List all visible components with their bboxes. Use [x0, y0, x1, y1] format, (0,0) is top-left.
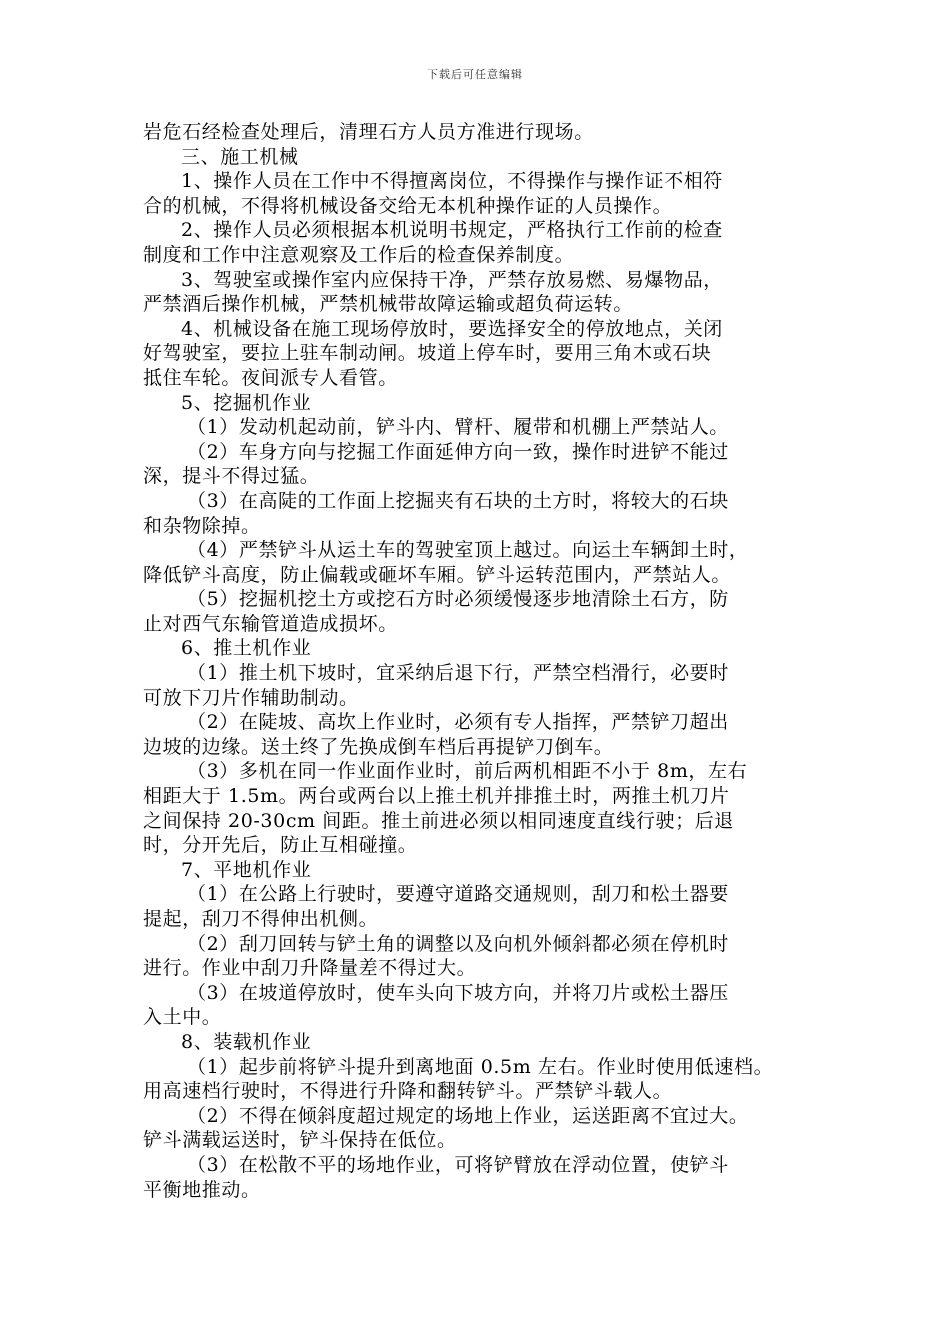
text-line: 铲斗满载运送时，铲斗保持在低位。: [143, 1129, 457, 1152]
text-line: （4）严禁铲斗从运土车的驾驶室顶上越过。向运土车辆卸土时，: [187, 539, 749, 562]
text-line: 深，提斗不得过猛。: [143, 465, 320, 488]
text-line: 平衡地推动。: [143, 1178, 261, 1201]
text-line: （2）在陡坡、高坎上作业时，必须有专人指挥，严禁铲刀超出: [187, 711, 729, 734]
text-line: 6、推土机作业: [181, 637, 312, 660]
text-line: 1、操作人员在工作中不得擅离岗位，不得操作与操作证不相符: [181, 170, 723, 193]
page-header: 下载后可任意编辑: [427, 68, 523, 81]
text-line: 3、驾驶室或操作室内应保持干净，严禁存放易燃、易爆物品，: [181, 268, 723, 291]
text-line: 用高速档行驶时，不得进行升降和翻转铲斗。严禁铲斗载人。: [143, 1080, 673, 1103]
text-line: 时，分开先后，防止互相碰撞。: [143, 834, 418, 857]
text-line: 2、操作人员必须根据本机说明书规定，严格执行工作前的检查: [181, 219, 723, 242]
document-body: [143, 120, 810, 1202]
text-line: （2）不得在倾斜度超过规定的场地上作业，运送距离不宜过大。: [187, 1104, 749, 1127]
text-line: （1）在公路上行驶时，要遵守道路交通规则，刮刀和松土器要: [187, 883, 729, 906]
text-line: （2）刮刀回转与铲土角的调整以及向机外倾斜都必须在停机时: [187, 932, 729, 955]
text-line: 岩危石经检查处理后，清理石方人员方准进行现场。: [143, 121, 594, 143]
text-line: 三、施工机械: [181, 145, 299, 168]
text-line: 边坡的边缘。送土终了先换成倒车档后再提铲刀倒车。: [143, 735, 614, 758]
text-line: （3）在松散不平的场地作业，可将铲臂放在浮动位置，使铲斗: [187, 1153, 729, 1176]
text-line: 4、机械设备在施工现场停放时，要选择安全的停放地点，关闭: [181, 317, 723, 340]
text-line: （2）车身方向与挖掘工作面延伸方向一致，操作时进铲不能过: [187, 440, 729, 463]
text-line: 8、装载机作业: [181, 1030, 312, 1053]
text-line: 止对西气东输管道造成损坏。: [143, 612, 398, 635]
text-line: 合的机械，不得将机械设备交给无本机种操作证的人员操作。: [143, 194, 673, 217]
text-line: 严禁酒后操作机械，严禁机械带故障运输或超负荷运转。: [143, 293, 634, 316]
text-line: 5、挖掘机作业: [181, 391, 312, 414]
text-line: （3）在高陡的工作面上挖掘夹有石块的土方时，将较大的石块: [187, 489, 729, 512]
text-line: （3）在坡道停放时，使车头向下坡方向，并将刀片或松土器压: [187, 981, 729, 1004]
text-line: 和杂物除掉。: [143, 514, 261, 537]
text-line: 制度和工作中注意观察及工作后的检查保养制度。: [143, 243, 575, 266]
text-line: （1）发动机起动前，铲斗内、臂杆、履带和机棚上严禁站人。: [187, 416, 729, 439]
text-line: 之间保持 20-30cm 间距。推土前进必须以相同速度直线行驶；后退: [143, 809, 734, 832]
text-line: 入土中。: [143, 1006, 222, 1029]
text-line: 7、平地机作业: [181, 858, 312, 881]
text-line: 相距大于 1.5m。两台或两台以上推土机并排推土时，两推土机刀片: [143, 785, 730, 808]
text-line: 可放下刀片作辅助制动。: [143, 686, 359, 709]
text-line: （1）推土机下坡时，宜采纳后退下行，严禁空档滑行，必要时: [187, 662, 729, 685]
text-line: 降低铲斗高度，防止偏载或砸坏车厢。铲斗运转范围内，严禁站人。: [143, 563, 732, 586]
text-line: 提起，刮刀不得伸出机侧。: [143, 908, 379, 930]
text-line: 抵住车轮。夜间派专人看管。: [143, 366, 398, 389]
text-line: （3）多机在同一作业面作业时，前后两机相距不小于 8m，左右: [187, 760, 748, 783]
text-line: （1）起步前将铲斗提升到离地面 0.5m 左右。作业时使用低速档。: [187, 1055, 774, 1078]
text-line: 好驾驶室，要拉上驻车制动闸。坡道上停车时，要用三角木或石块: [143, 342, 712, 365]
text-line: （5）挖掘机挖土方或挖石方时必须缓慢逐步地清除土石方，防: [187, 588, 729, 611]
text-line: 进行。作业中刮刀升降量差不得过大。: [143, 957, 477, 980]
